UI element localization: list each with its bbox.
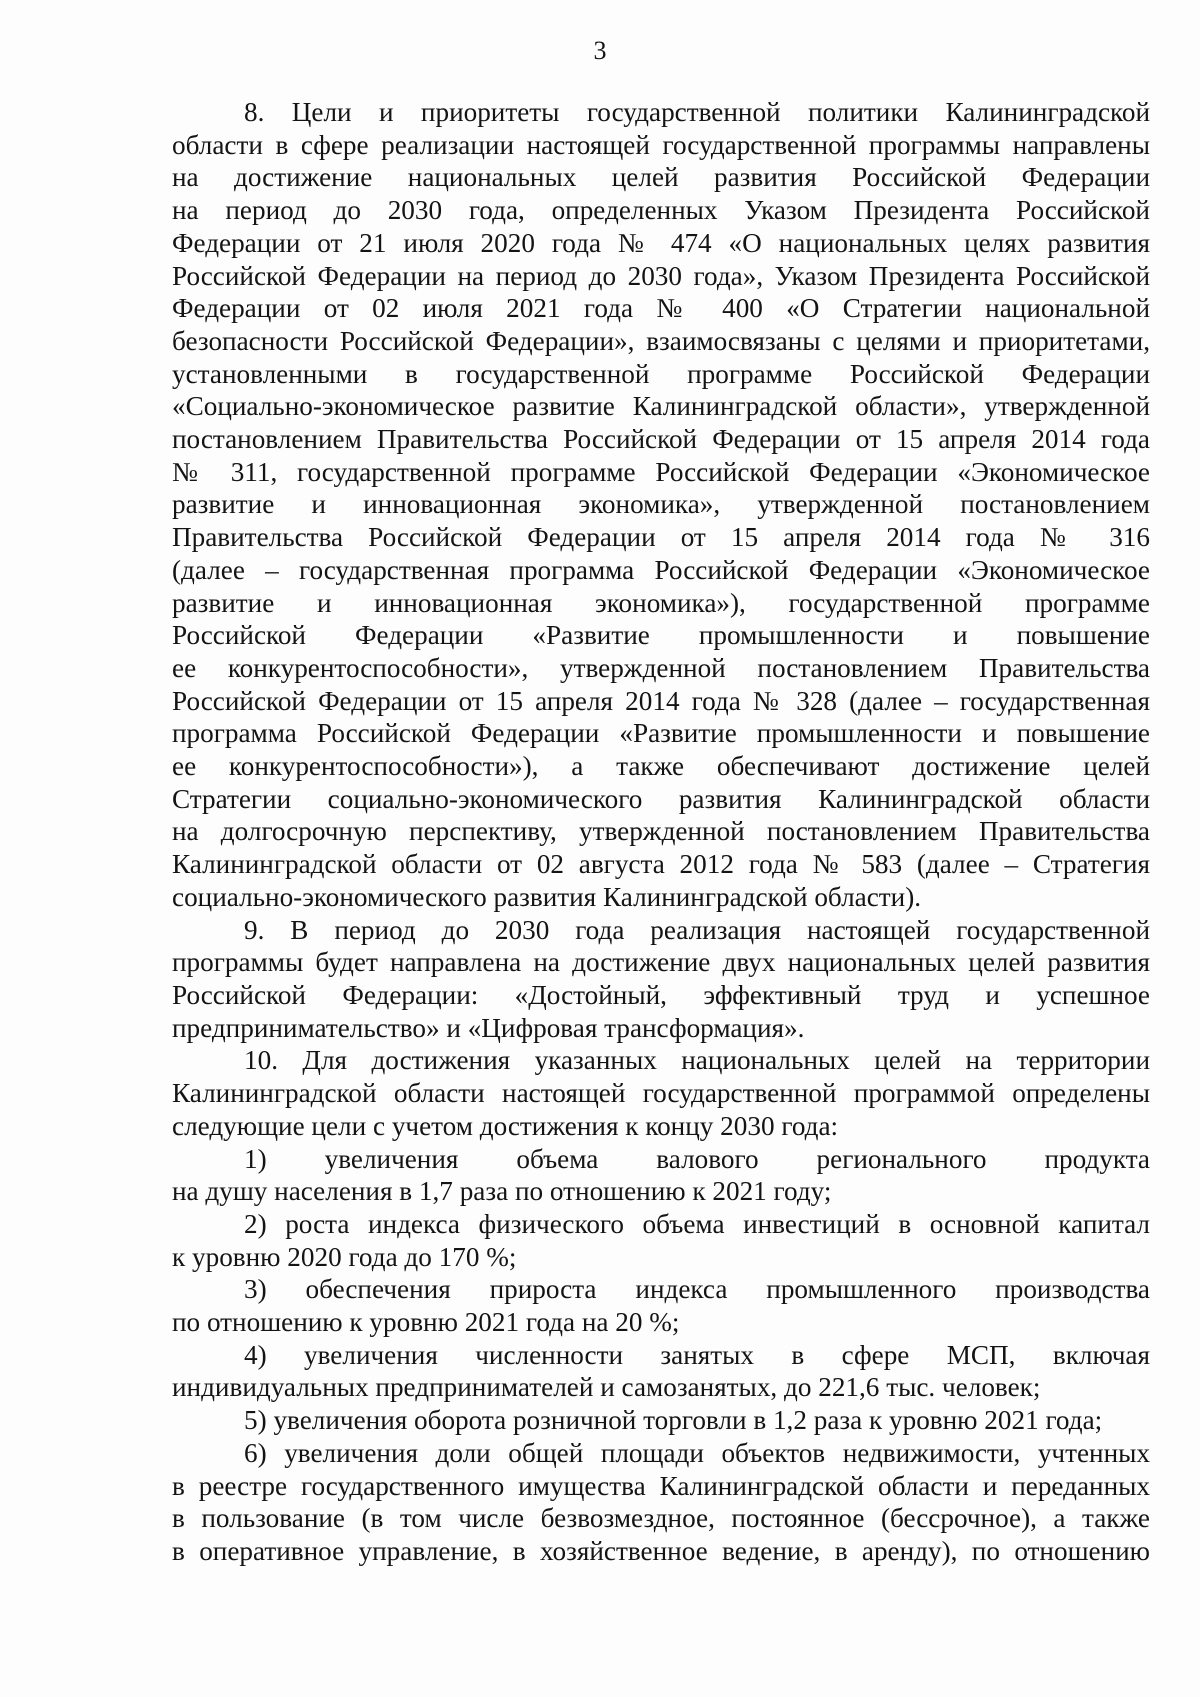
text-line: «Социально-экономическое развитие Калининградской области», утвержденной xyxy=(172,391,1150,422)
paragraph xyxy=(172,1437,1150,1568)
text-line: Стратегии социально-экономического развития Калининградской области xyxy=(172,783,1150,814)
text-line: установленными в государственной программе Российской Федерации xyxy=(172,358,1150,389)
text-line: на период до 2030 года, определенных Указом Президента Российской xyxy=(172,195,1150,226)
text-line: индивидуальных предпринимателей и самозанятых, до 221,6 тыс. человек; xyxy=(172,1372,1041,1403)
text-line: ее конкурентоспособности», утвержденной постановлением Правительства xyxy=(172,652,1150,683)
paragraph xyxy=(172,1339,1150,1404)
text-line: 5) увеличения оборота розничной торговли в 1,2 раза к уровню 2021 года; xyxy=(244,1405,1103,1436)
text-line: на душу населения в 1,7 раза по отношению к 2021 году; xyxy=(172,1176,832,1207)
text-line: (далее – государственная программа Российской Федерации «Экономическое xyxy=(172,554,1150,585)
paragraph xyxy=(172,1044,1150,1142)
text-line: 4) увеличения численности занятых в сфере МСП, включая xyxy=(244,1339,1150,1370)
text-line: 10. Для достижения указанных национальных целей на территории xyxy=(244,1045,1150,1076)
paragraph xyxy=(172,1143,1150,1208)
text-line: на долгосрочную перспективу, утвержденной постановлением Правительства xyxy=(172,816,1150,847)
text-line: Федерации от 02 июля 2021 года № 400 «О Стратегии национальной xyxy=(172,293,1150,324)
text-line: в оперативное управление, в хозяйственное ведение, в аренду), по отношению xyxy=(172,1535,1150,1566)
text-line: в пользование (в том числе безвозмездное, постоянное (бессрочное), а также xyxy=(172,1503,1150,1534)
text-line: развитие и инновационная экономика»), государственной программе xyxy=(172,587,1150,618)
paragraph xyxy=(172,96,1150,914)
text-line: Правительства Российской Федерации от 15 апреля 2014 года № 316 xyxy=(172,522,1150,553)
text-line: № 311, государственной программе Российской Федерации «Экономическое xyxy=(172,456,1150,487)
text-line: к уровню 2020 года до 170 %; xyxy=(172,1241,517,1272)
text-line: развитие и инновационная экономика», утвержденной постановлением xyxy=(172,489,1150,520)
text-line: программа Российской Федерации «Развитие промышленности и повышение xyxy=(172,718,1150,749)
text-line: в реестре государственного имущества Калининградской области и переданных xyxy=(172,1470,1150,1501)
text-line: Федерации от 21 июля 2020 года № 474 «О национальных целях развития xyxy=(172,227,1150,258)
text-line: Российской Федерации от 15 апреля 2014 года № 328 (далее – государственная xyxy=(172,685,1150,716)
text-line: по отношению к уровню 2021 года на 20 %; xyxy=(172,1307,680,1338)
text-line: ее конкурентоспособности»), а также обеспечивают достижение целей xyxy=(172,751,1150,782)
text-line: следующие цели с учетом достижения к концу 2030 года: xyxy=(172,1110,839,1141)
paragraph xyxy=(172,1208,1150,1273)
paragraph xyxy=(172,1404,1150,1437)
text-line: 9. В период до 2030 года реализация настоящей государственной xyxy=(244,914,1150,945)
text-line: области в сфере реализации настоящей государственной программы направлены xyxy=(172,129,1150,160)
text-line: Российской Федерации: «Достойный, эффективный труд и успешное xyxy=(172,979,1150,1010)
text-line: 6) увеличения доли общей площади объектов недвижимости, учтенных xyxy=(244,1437,1150,1468)
text-line: 1) увеличения объема валового регионального продукта xyxy=(244,1143,1150,1174)
paragraph xyxy=(172,914,1150,1045)
text-line: Калининградской области от 02 августа 2012 года № 583 (далее – Стратегия xyxy=(172,849,1150,880)
text-line: предпринимательство» и «Цифровая трансформация». xyxy=(172,1012,805,1043)
text-line: 8. Цели и приоритеты государственной политики Калининградской xyxy=(244,97,1150,127)
text-line: программы будет направлена на достижение двух национальных целей развития xyxy=(172,947,1150,978)
text-line: 3) обеспечения прироста индекса промышленного производства xyxy=(244,1274,1150,1305)
text-line: 2) роста индекса физического объема инвестиций в основной капитал xyxy=(244,1208,1150,1239)
text-line: Российской Федерации «Развитие промышленности и повышение xyxy=(172,620,1150,651)
document-body xyxy=(172,96,1150,1568)
text-line: постановлением Правительства Российской Федерации от 15 апреля 2014 года xyxy=(172,424,1150,455)
text-line: Калининградской области настоящей государственной программой определены xyxy=(172,1078,1150,1109)
page-number: 3 xyxy=(593,36,607,65)
paragraph xyxy=(172,1273,1150,1338)
text-line: Российской Федерации на период до 2030 года», Указом Президента Российской xyxy=(172,260,1150,291)
text-line: на достижение национальных целей развития Российской Федерации xyxy=(172,162,1150,193)
text-line: безопасности Российской Федерации», взаимосвязаны с целями и приоритетами, xyxy=(172,325,1150,356)
text-line: социально-экономического развития Калининградской области). xyxy=(172,881,922,912)
